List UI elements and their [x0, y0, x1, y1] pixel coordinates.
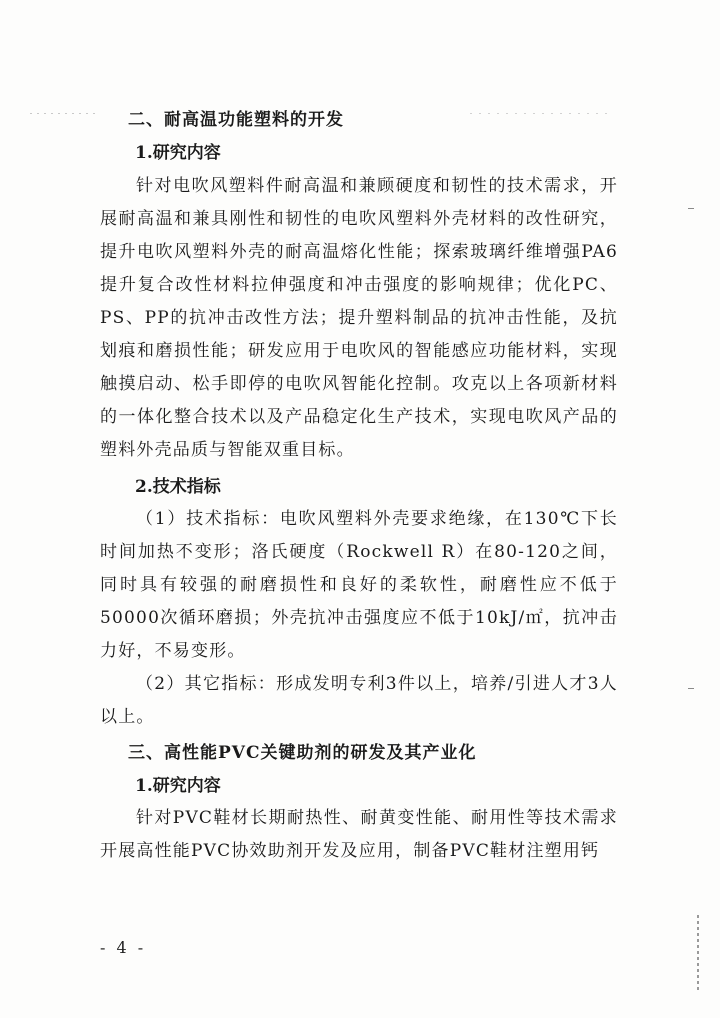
subsection-heading: 1.研究内容 — [135, 143, 221, 163]
paragraph: 针对PVC鞋材长期耐热性、耐黄变性能、耐用性等技术需求开展高性能PVC协效助剂开发及应用，制备PVC鞋材注塑用钙 — [100, 808, 618, 861]
scan-artifact — [30, 113, 100, 114]
paragraph: （2）其它指标：形成发明专利3件以上，培养/引进人才3人以上。 — [100, 674, 618, 727]
section-heading: 三、高性能PVC关键助剂的研发及其产业化 — [128, 743, 477, 763]
document-body — [100, 110, 618, 868]
page-number: - 4 - — [100, 938, 147, 957]
paragraph: 针对电吹风塑料件耐高温和兼顾硬度和韧性的技术需求，开展耐高温和兼具刚性和韧性的电吹风塑料外壳材料的改性研究，提升电吹风塑料外壳的耐高温熔化性能；探索玻璃纤维增强PA6提升复合改性材料拉伸强度和冲击强度的影响规律；优化PC、PS、PP的抗冲击改性方法；提升塑料制品的抗冲击性能，及抗划痕和磨损性能；研发应用于电吹风的智能感应功能材料，实现触摸启动、松手即停的电吹风智能化控制。攻克以上各项新材料的一体化整合技术以及产品稳定化生产技术，实现电吹风产品的塑料外壳品质与智能双重目标。 — [100, 176, 618, 460]
scan-artifact — [688, 688, 694, 689]
section-heading: 二、耐高温功能塑料的开发 — [128, 110, 344, 130]
paragraph: （1）技术指标：电吹风塑料外壳要求绝缘，在130℃下长时间加热不变形；洛氏硬度（Rockwell R）在80-120之间，同时具有较强的耐磨损性和良好的柔软性，耐磨性应不低于50000次循环磨损；外壳抗冲击强度应不低于10kJ/㎡，抗冲击力好，不易变形。 — [100, 509, 618, 661]
subsection-heading: 1.研究内容 — [135, 776, 221, 796]
subsection-heading: 2.技术指标 — [135, 477, 221, 497]
scan-artifact — [697, 915, 699, 993]
scan-artifact — [688, 208, 694, 209]
